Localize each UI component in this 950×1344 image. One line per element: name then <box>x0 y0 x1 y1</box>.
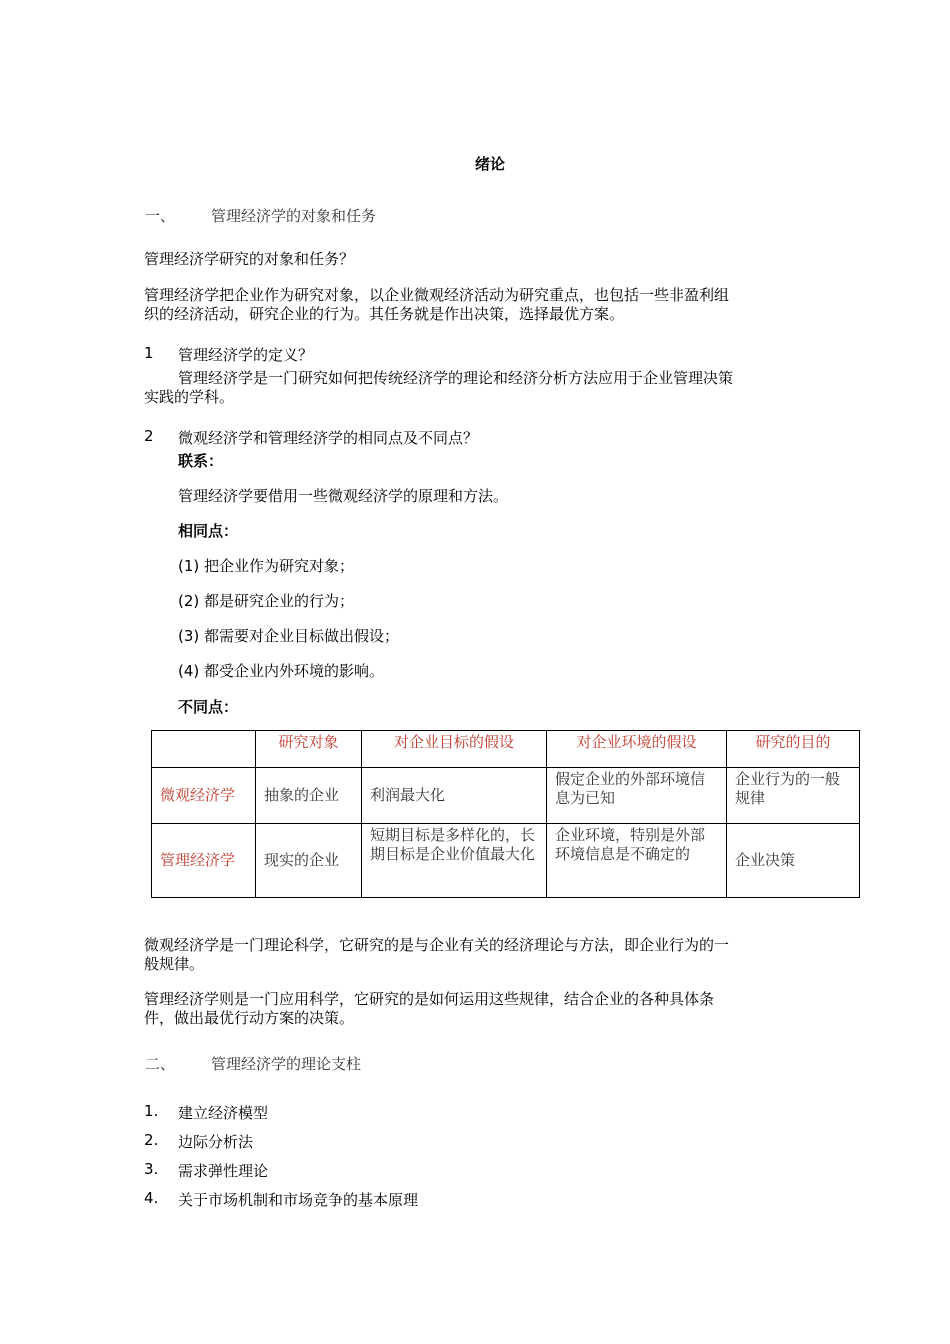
section-1-heading: 管理经济学的对象和任务 <box>211 207 377 225</box>
pillar-text: 关于市场机制和市场竞争的基本原理 <box>178 1191 419 1209</box>
question-1-number: 1 <box>144 344 154 362</box>
table-cell: 企业行为的一般规律 <box>727 768 860 824</box>
page-title: 绪论 <box>475 155 506 173</box>
same-item-1: (1) 把企业作为研究对象； <box>178 557 355 575</box>
question-object: 管理经济学研究的对象和任务？ <box>144 250 355 268</box>
table-header-cell: 对企业环境的假设 <box>547 731 727 768</box>
table-cell: 现实的企业 <box>256 824 362 898</box>
micro-paragraph-line-1: 微观经济学是一门理论科学，它研究的是与企业有关的经济理论与方法，即企业行为的一 <box>144 936 730 954</box>
answer-object-line-1: 管理经济学把企业作为研究对象，以企业微观经济活动为研究重点，也包括一些非盈利组 <box>144 286 730 304</box>
table-header-cell: 研究的目的 <box>727 731 860 768</box>
pillar-number: 2. <box>144 1131 159 1149</box>
pillar-number: 3. <box>144 1160 159 1178</box>
question-2-text: 微观经济学和管理经济学的相同点及不同点？ <box>178 429 479 447</box>
table-cell: 利润最大化 <box>362 768 547 824</box>
table-row <box>152 824 860 898</box>
table-cell: 微观经济学 <box>152 768 256 824</box>
table-header-cell <box>152 731 256 768</box>
same-item-4: (4) 都受企业内外环境的影响。 <box>178 662 385 680</box>
micro-paragraph-line-2: 般规律。 <box>144 955 205 973</box>
same-item-2: (2) 都是研究企业的行为； <box>178 592 355 610</box>
pillar-text: 边际分析法 <box>178 1133 254 1151</box>
table-cell: 假定企业的外部环境信息为已知 <box>547 768 727 824</box>
table-cell: 短期目标是多样化的，长期目标是企业价值最大化 <box>362 824 547 898</box>
same-item-3: (3) 都需要对企业目标做出假设； <box>178 627 400 645</box>
section-1-number: 一、 <box>145 207 176 225</box>
answer-1-line-2: 实践的学科。 <box>144 388 235 406</box>
table-header-row <box>152 731 860 768</box>
table-header-cell: 研究对象 <box>256 731 362 768</box>
answer-object-line-2: 织的经济活动，研究企业的行为。其任务就是作出决策，选择最优方案。 <box>144 305 625 323</box>
comparison-table <box>151 730 860 898</box>
mgmt-paragraph-line-2: 件，做出最优行动方案的决策。 <box>144 1009 355 1027</box>
table-row <box>152 768 860 824</box>
table-cell: 企业决策 <box>727 824 860 898</box>
answer-1-line-1: 管理经济学是一门研究如何把传统经济学的理论和经济分析方法应用于企业管理决策 <box>178 369 734 387</box>
question-2-number: 2 <box>144 427 154 445</box>
pillar-text: 建立经济模型 <box>178 1104 269 1122</box>
diff-label: 不同点： <box>178 698 239 716</box>
table-cell: 企业环境，特别是外部环境信息是不确定的 <box>547 824 727 898</box>
table-cell: 管理经济学 <box>152 824 256 898</box>
pillar-text: 需求弹性理论 <box>178 1162 269 1180</box>
pillar-number: 1. <box>144 1102 159 1120</box>
same-label: 相同点： <box>178 522 239 540</box>
question-1-text: 管理经济学的定义？ <box>178 346 314 364</box>
pillar-number: 4. <box>144 1189 159 1207</box>
table-cell: 抽象的企业 <box>256 768 362 824</box>
section-2-number: 二、 <box>145 1055 176 1073</box>
link-text: 管理经济学要借用一些微观经济学的原理和方法。 <box>178 487 509 505</box>
table-header-cell: 对企业目标的假设 <box>362 731 547 768</box>
section-2-heading: 管理经济学的理论支柱 <box>211 1055 362 1073</box>
link-label: 联系： <box>178 452 224 470</box>
mgmt-paragraph-line-1: 管理经济学则是一门应用科学，它研究的是如何运用这些规律，结合企业的各种具体条 <box>144 990 715 1008</box>
